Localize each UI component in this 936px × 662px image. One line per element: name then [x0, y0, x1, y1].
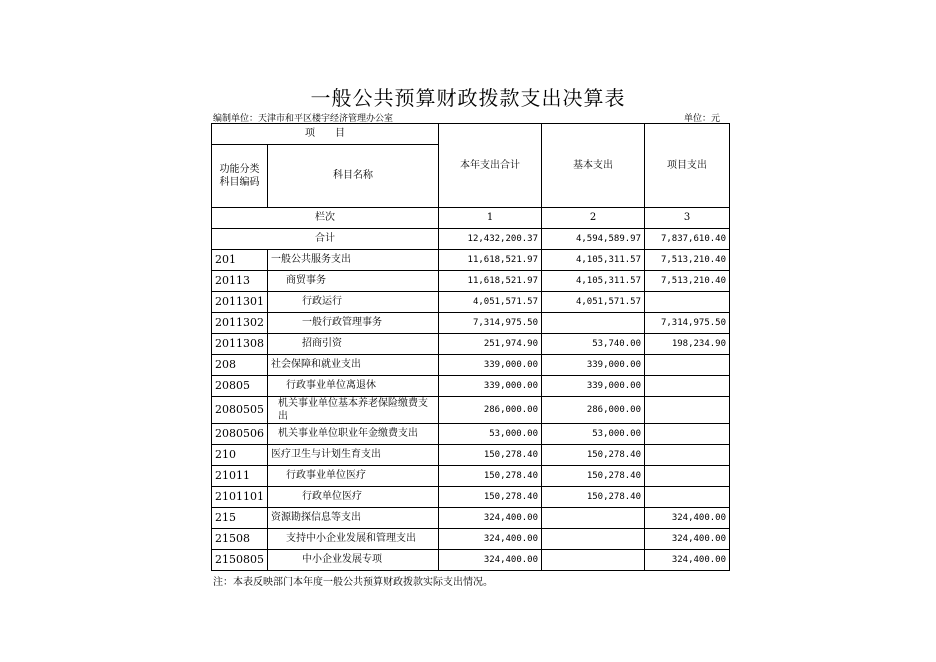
- row-total: 286,000.00: [439, 397, 542, 424]
- row-name: 一般行政管理事务: [268, 313, 439, 334]
- row-code: 21011: [212, 466, 268, 487]
- table-row: [212, 550, 730, 571]
- row-basic: [542, 550, 645, 571]
- row-total: 150,278.40: [439, 445, 542, 466]
- header-total: 本年支出合计: [439, 124, 542, 208]
- row-code: 2011302: [212, 313, 268, 334]
- expenditure-table: [211, 123, 730, 571]
- page-title: 一般公共预算财政拨款支出决算表: [310, 86, 626, 110]
- row-basic: [542, 508, 645, 529]
- row-code: 20805: [212, 376, 268, 397]
- row-basic: 150,278.40: [542, 445, 645, 466]
- row-project: [645, 466, 730, 487]
- total-basic: 4,594,589.97: [542, 229, 645, 250]
- row-project: 324,400.00: [645, 550, 730, 571]
- row-code: 2011301: [212, 292, 268, 313]
- row-code: 2101101: [212, 487, 268, 508]
- total-row: [212, 229, 730, 250]
- row-name: 资源勘探信息等支出: [268, 508, 439, 529]
- row-project: [645, 397, 730, 424]
- row-basic: 4,105,311.57: [542, 271, 645, 292]
- table-row: [212, 292, 730, 313]
- row-basic: [542, 529, 645, 550]
- row-code: 208: [212, 355, 268, 376]
- row-basic: 339,000.00: [542, 355, 645, 376]
- table-row: [212, 508, 730, 529]
- column-index-row: [212, 208, 730, 229]
- row-total: 324,400.00: [439, 508, 542, 529]
- row-name: 机关事业单位基本养老保险缴费支出: [268, 397, 439, 424]
- table-row: [212, 487, 730, 508]
- row-total: 251,974.90: [439, 334, 542, 355]
- currency-unit: 单位：元: [683, 114, 720, 124]
- row-name: 行政运行: [268, 292, 439, 313]
- row-basic: 150,278.40: [542, 466, 645, 487]
- row-code: 215: [212, 508, 268, 529]
- header-basic: 基本支出: [542, 124, 645, 208]
- row-total: 150,278.40: [439, 487, 542, 508]
- row-basic: 53,740.00: [542, 334, 645, 355]
- row-name: 机关事业单位职业年金缴费支出: [268, 424, 439, 445]
- row-basic: 286,000.00: [542, 397, 645, 424]
- header-name-label: 科目名称: [268, 145, 439, 208]
- header-code-label: 功能分类科目编码: [212, 145, 268, 208]
- row-total: 339,000.00: [439, 355, 542, 376]
- row-total: 339,000.00: [439, 376, 542, 397]
- table-row: [212, 397, 730, 424]
- row-name: 中小企业发展专项: [268, 550, 439, 571]
- row-total: 7,314,975.50: [439, 313, 542, 334]
- table-row: [212, 271, 730, 292]
- row-code: 2011308: [212, 334, 268, 355]
- row-project: [645, 376, 730, 397]
- row-name: 行政事业单位离退休: [268, 376, 439, 397]
- row-project: 7,513,210.40: [645, 250, 730, 271]
- total-amount: 12,432,200.37: [439, 229, 542, 250]
- row-project: 198,234.90: [645, 334, 730, 355]
- table-row: [212, 529, 730, 550]
- row-code: 2080505: [212, 397, 268, 424]
- row-name: 行政事业单位医疗: [268, 466, 439, 487]
- row-basic: 150,278.40: [542, 487, 645, 508]
- compiling-unit: 编制单位：天津市和平区楼宇经济管理办公室: [213, 114, 394, 124]
- row-name: 招商引资: [268, 334, 439, 355]
- table-row: [212, 355, 730, 376]
- row-code: 201: [212, 250, 268, 271]
- row-basic: 4,105,311.57: [542, 250, 645, 271]
- table-row: [212, 376, 730, 397]
- col-index-2: 2: [542, 208, 645, 229]
- row-project: [645, 292, 730, 313]
- row-basic: 53,000.00: [542, 424, 645, 445]
- row-total: 324,400.00: [439, 550, 542, 571]
- row-code: 210: [212, 445, 268, 466]
- header-project-exp: 项目支出: [645, 124, 730, 208]
- header-project: 项 目: [212, 124, 439, 145]
- footnote: 注：本表反映部门本年度一般公共预算财政拨款实际支出情况。: [213, 577, 493, 588]
- row-project: [645, 355, 730, 376]
- col-index-1: 1: [439, 208, 542, 229]
- row-project: 324,400.00: [645, 508, 730, 529]
- row-project: 7,513,210.40: [645, 271, 730, 292]
- table-row: [212, 334, 730, 355]
- row-code: 20113: [212, 271, 268, 292]
- row-code: 2150805: [212, 550, 268, 571]
- row-project: 7,314,975.50: [645, 313, 730, 334]
- table-row: [212, 250, 730, 271]
- row-project: 324,400.00: [645, 529, 730, 550]
- row-basic: 339,000.00: [542, 376, 645, 397]
- row-total: 150,278.40: [439, 466, 542, 487]
- total-label: 合计: [212, 229, 439, 250]
- col-label: 栏次: [212, 208, 439, 229]
- table-row: [212, 466, 730, 487]
- row-name: 一般公共服务支出: [268, 250, 439, 271]
- table-row: [212, 445, 730, 466]
- row-project: [645, 445, 730, 466]
- row-project: [645, 424, 730, 445]
- header-row-project: [212, 124, 730, 145]
- row-total: 324,400.00: [439, 529, 542, 550]
- col-index-3: 3: [645, 208, 730, 229]
- row-name: 医疗卫生与计划生育支出: [268, 445, 439, 466]
- row-total: 4,051,571.57: [439, 292, 542, 313]
- row-name: 商贸事务: [268, 271, 439, 292]
- row-total: 53,000.00: [439, 424, 542, 445]
- row-code: 21508: [212, 529, 268, 550]
- row-code: 2080506: [212, 424, 268, 445]
- row-project: [645, 487, 730, 508]
- row-basic: [542, 313, 645, 334]
- row-name: 行政单位医疗: [268, 487, 439, 508]
- row-total: 11,618,521.97: [439, 271, 542, 292]
- total-project: 7,837,610.40: [645, 229, 730, 250]
- row-basic: 4,051,571.57: [542, 292, 645, 313]
- row-name: 支持中小企业发展和管理支出: [268, 529, 439, 550]
- row-total: 11,618,521.97: [439, 250, 542, 271]
- table-row: [212, 313, 730, 334]
- row-name: 社会保障和就业支出: [268, 355, 439, 376]
- table-row: [212, 424, 730, 445]
